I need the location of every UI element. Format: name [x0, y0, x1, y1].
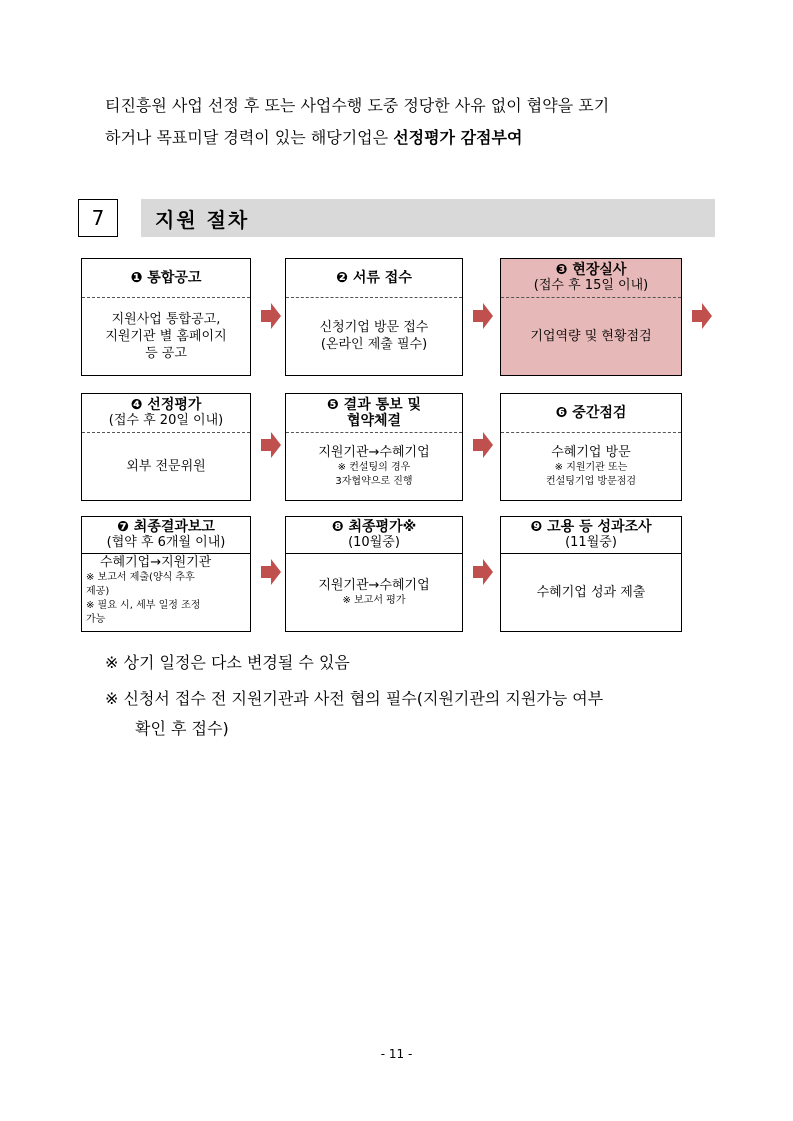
right-arrow-icon — [261, 303, 281, 329]
step-note: ※ 보고서 평가 — [342, 595, 406, 606]
step-title: ❻ 중간점검 — [555, 405, 627, 421]
step-note: 3자협약으로 진행 — [335, 475, 413, 487]
step-body-line: 수혜기업 방문 — [551, 444, 631, 460]
page-number: - 11 - — [380, 1047, 413, 1061]
step-body — [501, 297, 681, 375]
step-note: 가능 — [86, 614, 106, 625]
section-title: 지원 절차 — [141, 199, 715, 237]
step-title: ❸ 현장실사 — [555, 262, 627, 278]
step-header — [501, 259, 681, 298]
right-arrow-icon — [473, 303, 493, 329]
step-title: ❾ 고용 등 성과조사 — [530, 519, 652, 535]
step-header — [286, 259, 462, 298]
step-body-line: 수혜기업 성과 제출 — [536, 585, 646, 600]
step-body — [82, 554, 250, 631]
step-box-3 — [500, 258, 682, 376]
step-body-line: (온라인 제출 필수) — [320, 337, 428, 352]
step-subtitle: (협약 후 6개월 이내) — [106, 535, 226, 550]
note-line: 확인 후 접수) — [135, 719, 229, 738]
note-line: ※ 상기 일정은 다소 변경될 수 있음 — [105, 653, 350, 672]
step-note: 제공) — [86, 586, 110, 597]
step-box-7 — [81, 516, 251, 632]
step-title: ❽ 최종평가※ — [331, 519, 417, 535]
step-body-line: 신청기업 방문 접수 — [319, 320, 429, 335]
step-subtitle: (접수 후 20일 이내) — [108, 413, 224, 428]
step-header — [82, 517, 250, 554]
step-body-line: 수혜기업→지원기관 — [100, 555, 212, 570]
step-box-5 — [285, 393, 463, 501]
section-number: 7 — [78, 199, 118, 237]
step-body-line: 지원기관 별 홈페이지 — [105, 328, 227, 344]
step-box-4 — [81, 393, 251, 501]
step-note: ※ 필요 시, 세부 일정 조정 — [86, 600, 201, 611]
step-title: ❺ 결과 통보 및 — [326, 397, 422, 413]
step-note: ※ 보고서 제출(양식 추후 — [86, 572, 195, 583]
step-body — [286, 297, 462, 375]
step-header — [82, 394, 250, 433]
note-line: ※ 신청서 접수 전 지원기관과 사전 협의 필수(지원기관의 지원가능 여부 — [105, 689, 604, 708]
step-note: ※ 지원기관 또는 — [554, 461, 628, 473]
step-box-6 — [500, 393, 682, 501]
intro-line-2 — [105, 125, 522, 148]
step-note: 컨설팅기업 방문점검 — [545, 475, 637, 487]
step-header — [82, 259, 250, 298]
step-box-8 — [285, 516, 463, 632]
right-arrow-icon — [692, 303, 712, 329]
step-title: ❹ 선정평가 — [130, 397, 202, 413]
intro-line-1: 티진흥원 사업 선정 후 또는 사업수행 도중 정당한 사유 없이 협약을 포기 — [105, 96, 610, 115]
step-subtitle: (접수 후 15일 이내) — [533, 278, 649, 293]
step-title: ❼ 최종결과보고 — [117, 519, 215, 535]
step-title-cont: 협약체결 — [346, 413, 402, 429]
right-arrow-icon — [473, 432, 493, 458]
step-body — [501, 432, 681, 500]
right-arrow-icon — [473, 559, 493, 585]
step-note: ※ 컨설팅의 경우 — [337, 461, 411, 473]
step-body-line: 등 공고 — [145, 345, 187, 361]
step-header — [286, 394, 462, 433]
step-box-1 — [81, 258, 251, 376]
step-header — [501, 517, 681, 554]
step-body-line: 기업역량 및 현황점검 — [530, 328, 652, 344]
step-body — [501, 554, 681, 631]
intro-line-2-text: 하거나 목표미달 경력이 있는 해당기업은 — [105, 128, 394, 147]
intro-emphasis: 선정평가 감점부여 — [393, 128, 523, 147]
step-header — [286, 517, 462, 554]
step-body — [286, 554, 462, 631]
step-subtitle: (11월중) — [565, 535, 617, 550]
step-title: ❷ 서류 접수 — [336, 270, 412, 286]
step-body-line: 지원기관→수혜기업 — [318, 578, 430, 593]
step-box-2 — [285, 258, 463, 376]
step-body — [82, 432, 250, 500]
step-body-line: 지원사업 통합공고, — [111, 311, 221, 327]
step-title: ❶ 통합공고 — [130, 270, 202, 286]
step-header — [501, 394, 681, 433]
step-body-line: 지원기관→수혜기업 — [318, 444, 430, 460]
step-body-line: 외부 전문위원 — [126, 458, 206, 474]
step-subtitle: (10월중) — [348, 535, 400, 550]
step-box-9 — [500, 516, 682, 632]
step-body — [82, 297, 250, 375]
step-body — [286, 432, 462, 500]
right-arrow-icon — [261, 432, 281, 458]
right-arrow-icon — [261, 559, 281, 585]
